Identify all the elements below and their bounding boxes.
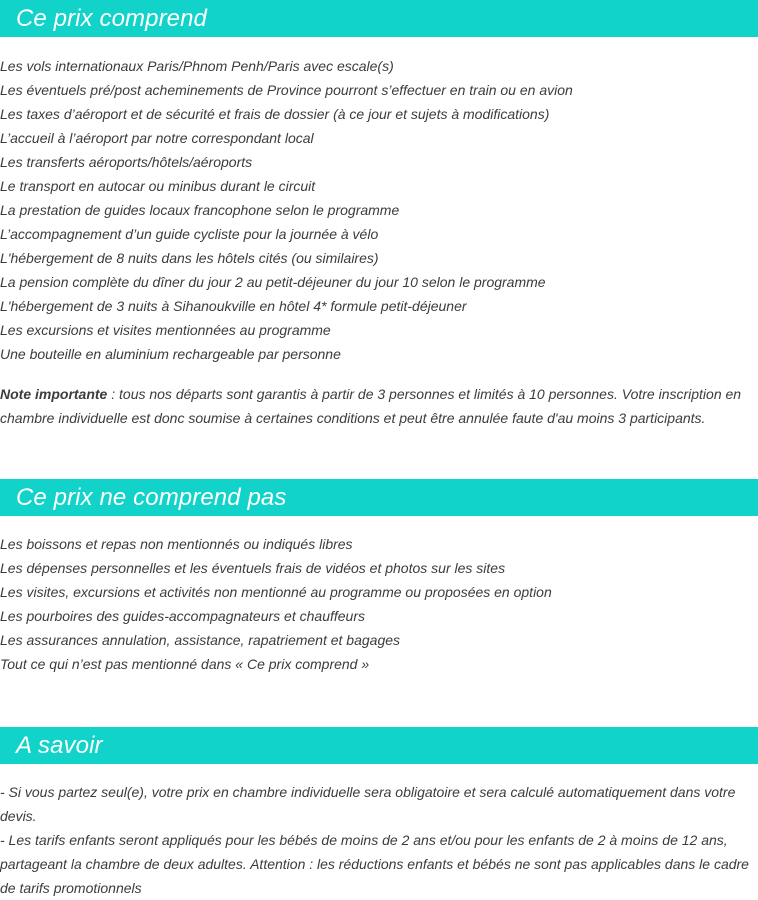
list-item: Le transport en autocar ou minibus durant le circuit <box>0 178 316 194</box>
list-item: Les vols internationaux Paris/Phnom Penh/Paris avec escale(s) <box>0 58 394 74</box>
list-item: La pension complète du dîner du jour 2 au petit-déjeuner du jour 10 selon le programme <box>0 274 546 290</box>
section-title-excluded: Ce prix ne comprend pas <box>16 484 287 511</box>
section-title-included: Ce prix comprend <box>16 5 208 32</box>
list-item: L’accueil à l’aéroport par notre correspondant local <box>0 130 314 146</box>
section-excluded <box>0 479 758 676</box>
excluded-list <box>0 532 758 676</box>
list-item: Les transferts aéroports/hôtels/aéroports <box>0 154 253 170</box>
section-header-good-to-know <box>0 727 758 764</box>
list-item: Une bouteille en aluminium rechargeable par personne <box>0 346 341 362</box>
good-to-know-body <box>0 780 758 900</box>
list-item: Les assurances annulation, assistance, rapatriement et bagages <box>0 632 401 648</box>
list-item: Les excursions et visites mentionnées au programme <box>0 322 331 338</box>
list-item: L'hébergement de 8 nuits dans les hôtels cités (ou similaires) <box>0 250 379 266</box>
list-item: Les taxes d’aéroport et de sécurité et frais de dossier (à ce jour et sujets à modifications) <box>0 106 550 122</box>
section-title-good-to-know: A savoir <box>16 732 103 759</box>
list-item: Tout ce qui n’est pas mentionné dans « Ce prix comprend » <box>0 656 370 672</box>
list-item: Les visites, excursions et activités non mentionné au programme ou proposées en option <box>0 584 552 600</box>
important-note <box>0 382 758 430</box>
list-item: La prestation de guides locaux francophone selon le programme <box>0 202 400 218</box>
section-header-excluded <box>0 479 758 516</box>
list-item: L’accompagnement d’un guide cycliste pour la journée à vélo <box>0 226 379 242</box>
good-to-know-paragraph: - Les tarifs enfants seront appliqués pour les bébés de moins de 2 ans et/ou pour les enfants de 2 à moins de 12 ans, partageant la chambre de deux adultes. Attention : les réductions enfants et bébés ne sont pas applicables dans le cadre de tarifs promotionnels <box>0 832 749 896</box>
section-header-included <box>0 0 758 37</box>
section-included <box>0 0 758 430</box>
important-note-text: : tous nos départs sont garantis à partir de 3 personnes et limités à 10 personnes. Votre inscription en chambre individuelle est donc soumise à certaines conditions et peut être annulée faute d'au moins 3 participants. <box>0 386 742 426</box>
list-item: Les boissons et repas non mentionnés ou indiqués libres <box>0 536 353 552</box>
section-good-to-know <box>0 727 758 900</box>
included-list <box>0 54 758 366</box>
list-item: Les éventuels pré/post acheminements de Province pourront s’effectuer en train ou en avion <box>0 82 573 98</box>
list-item: Les pourboires des guides-accompagnateurs et chauffeurs <box>0 608 365 624</box>
list-item: Les dépenses personnelles et les éventuels frais de vidéos et photos sur les sites <box>0 560 506 576</box>
important-note-label: Note importante <box>0 386 108 402</box>
good-to-know-paragraph: - Si vous partez seul(e), votre prix en chambre individuelle sera obligatoire et sera calculé automatiquement dans votre devis. <box>0 784 736 824</box>
list-item: L'hébergement de 3 nuits à Sihanoukville en hôtel 4* formule petit-déjeuner <box>0 298 467 314</box>
